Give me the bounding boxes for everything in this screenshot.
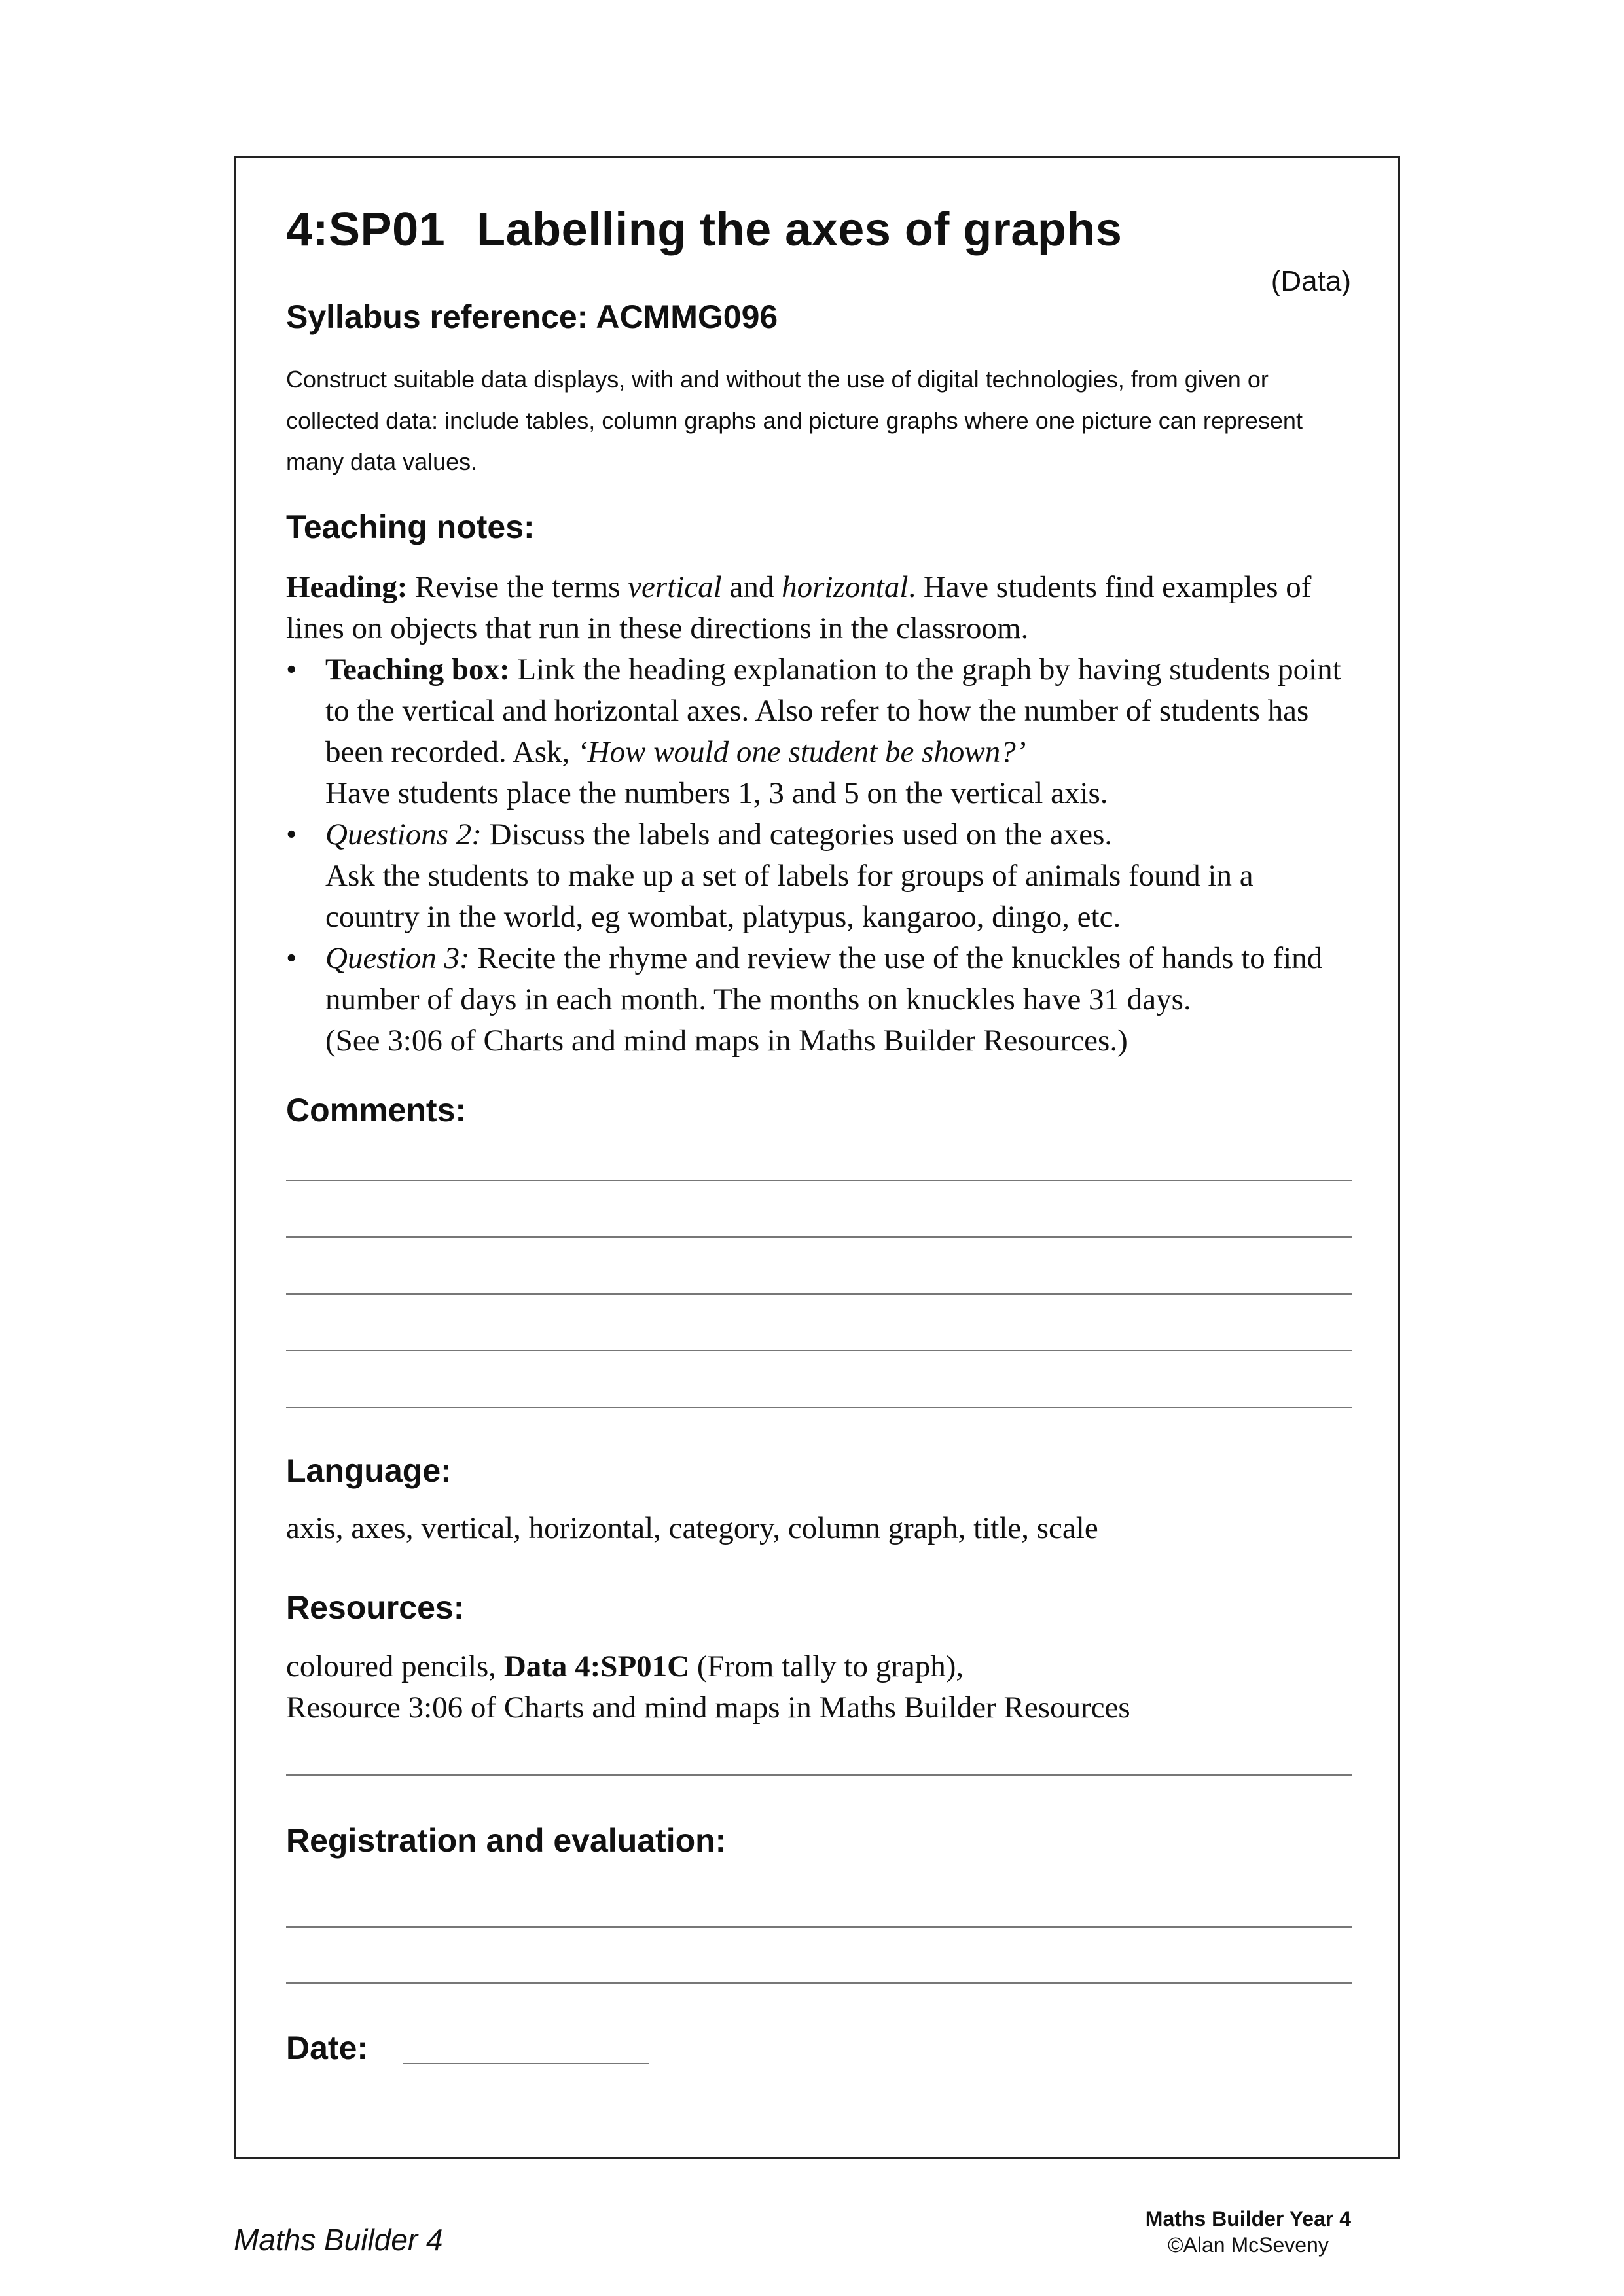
page-title <box>286 203 1352 257</box>
resources-text <box>286 1646 1352 1729</box>
language-heading: Language: <box>286 1452 452 1489</box>
notes-bullet-item <box>286 649 1352 814</box>
notes-intro-em: horizontal <box>782 570 909 604</box>
bullet-text: Link the heading explanation to the graph by having students point to the vertical and horizontal axes. Also refer to how the number of students has been recorded. Ask, <box>325 653 1341 769</box>
notes-intro <box>286 567 1352 649</box>
notes-bullet-item <box>286 938 1352 1062</box>
notes-intro-text: . Have students find examples of lines on objects that run in these directions in the classroom. <box>286 570 1312 645</box>
registration-line[interactable] <box>286 1926 1352 1928</box>
notes-bullet-list <box>286 649 1352 1062</box>
date-field-line[interactable] <box>403 2063 649 2064</box>
notes-intro-label: Heading: <box>286 570 408 604</box>
date-label: Date: <box>286 2030 369 2066</box>
bullet-icon: • <box>286 941 297 975</box>
comment-line[interactable] <box>286 1180 1352 1181</box>
resources-worksheet-ref: Data 4:SP01C <box>503 1649 690 1683</box>
language-text: axis, axes, vertical, horizontal, category, column graph, title, scale <box>286 1511 1098 1545</box>
bullet-label: Teaching box: <box>325 653 510 687</box>
registration-heading: Registration and evaluation: <box>286 1822 727 1859</box>
section-divider <box>286 1774 1352 1776</box>
notes-intro-text: Revise the terms <box>407 570 628 604</box>
lesson-title: Labelling the axes of graphs <box>477 204 1123 256</box>
footer-credit <box>1146 2206 1351 2258</box>
footer-book-title: Maths Builder 4 <box>234 2223 443 2257</box>
bullet-text: Ask the students to make up a set of labels for groups of animals found in a country in the world, eg wombat, platypus, kangaroo, dingo, etc. <box>325 859 1254 934</box>
comment-line[interactable] <box>286 1350 1352 1351</box>
bullet-icon: • <box>286 817 297 852</box>
teaching-notes-heading: Teaching notes: <box>286 509 535 545</box>
resources-text-part: (From tally to graph), <box>689 1649 964 1683</box>
category-tag: (Data) <box>1271 265 1351 297</box>
comments-heading: Comments: <box>286 1092 467 1128</box>
footer-copyright: ©Alan McSeveny <box>1167 2233 1329 2257</box>
bullet-label: Questions 2: <box>325 817 482 852</box>
teaching-notes-body <box>286 567 1352 1062</box>
syllabus-reference: Syllabus reference: ACMMG096 <box>286 298 778 335</box>
bullet-label: Question 3: <box>325 941 470 975</box>
syllabus-description: Construct suitable data displays, with and without the use of digital technologies, from given or collected data: include tables, column graphs and picture graphs where one picture can represent many data values. <box>286 366 1303 475</box>
notes-bullet-item <box>286 814 1352 938</box>
bullet-icon: • <box>286 653 297 687</box>
footer-series-title: Maths Builder Year 4 <box>1145 2207 1351 2231</box>
resources-text-part: Resource 3:06 of Charts and mind maps in Maths Builder Resources <box>286 1691 1130 1725</box>
bullet-text: (See 3:06 of Charts and mind maps in Maths Builder Resources.) <box>325 1024 1128 1058</box>
comment-line[interactable] <box>286 1293 1352 1295</box>
bullet-text: Discuss the labels and categories used on the axes. <box>481 817 1113 852</box>
lesson-code: 4:SP01 <box>286 204 446 256</box>
comment-line[interactable] <box>286 1407 1352 1408</box>
bullet-text: Recite the rhyme and review the use of the knuckles of hands to find number of days in each month. The months on knuckles have 31 days. <box>325 941 1323 1016</box>
comment-line[interactable] <box>286 1236 1352 1238</box>
resources-heading: Resources: <box>286 1589 465 1626</box>
notes-intro-em: vertical <box>628 570 722 604</box>
bullet-quote: ‘How would one student be shown?’ <box>577 735 1026 769</box>
resources-text-part: coloured pencils, <box>286 1649 504 1683</box>
registration-line[interactable] <box>286 1982 1352 1984</box>
notes-intro-text: and <box>721 570 782 604</box>
bullet-text: Have students place the numbers 1, 3 and 5 on the vertical axis. <box>325 776 1108 810</box>
